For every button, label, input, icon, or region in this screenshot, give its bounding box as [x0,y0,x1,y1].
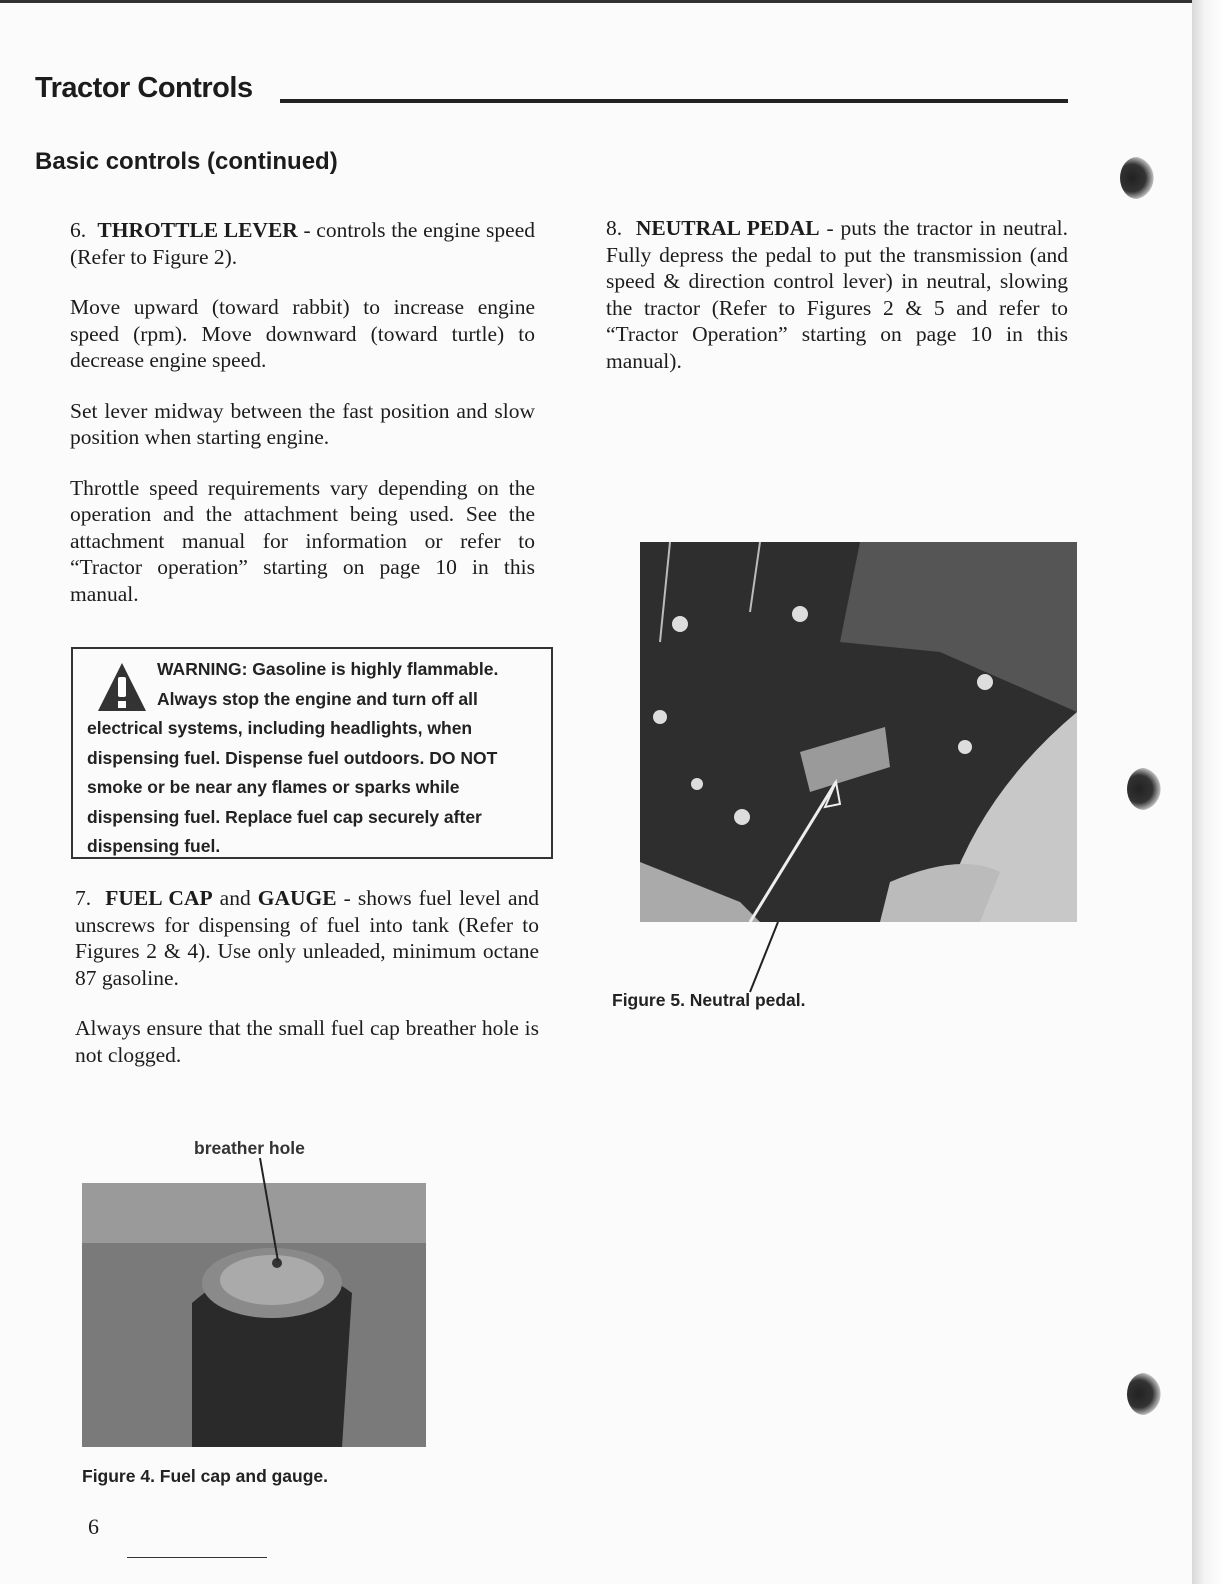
punch-hole [1127,1373,1161,1415]
item-throttle-lever: 6. THROTTLE LEVER - controls the engine speed (Refer to Figure 2). [70,218,536,269]
left-column-lower [75,885,539,1092]
figure-5-photo [640,542,1077,922]
punch-hole [1127,768,1161,810]
footer-rule [127,1557,267,1558]
pointer-line [740,920,780,995]
punch-hole [1120,157,1154,199]
title-rule [280,99,1068,103]
neutral-pedal-image [640,542,1077,922]
page-edge [1192,0,1224,1584]
right-column [606,215,1068,398]
pointer-line [250,1156,290,1266]
paragraph: Set lever midway between the fast position and slow position when starting engine. [70,398,535,449]
warning-icon [97,661,147,713]
item-neutral-pedal: 8. NEUTRAL PEDAL - puts the tractor in neutral. Fully depress the pedal to put the transmission (and speed & direction control lever) in neutral, slowing the tractor (Refer to Figures 2 & 5 and refer to “Tractor Operation” starting on page 10 in this manual). [606,216,1068,373]
section-heading: Basic controls (continued) [35,148,338,175]
left-column [70,217,535,631]
top-rule [0,0,1195,3]
item-fuel-cap: 7. FUEL CAP and GAUGE - shows fuel level and unscrews for dispensing of fuel into tank (Refer to Figures 2 & 4). Use only unleaded, minimum octane 87 gasoline. [75,886,539,990]
warning-text: WARNING: Gasoline is highly flammable. Always stop the engine and turn off all electrical systems, including headlights, when dispensing fuel. Dispense fuel outdoors. DO NOT smoke or be near any flames or sparks while dispensing fuel. Replace fuel cap securely after dispensing fuel. [87,659,499,856]
figure-5-caption: Figure 5. Neutral pedal. [612,990,806,1010]
warning-box [71,647,553,859]
paragraph: Move upward (toward rabbit) to increase engine speed (rpm). Move downward (toward turtle) to decrease engine speed. [70,295,535,372]
figure-4-caption: Figure 4. Fuel cap and gauge. [82,1466,329,1486]
page-title: Tractor Controls [35,72,253,104]
paragraph: Throttle speed requirements vary depending on the operation and the attachment being used. See the attachment manual for information or refer to “Tractor operation” starting on page 10 in this manual. [70,475,535,606]
paragraph: Always ensure that the small fuel cap breather hole is not clogged. [75,1016,539,1067]
page-number: 6 [88,1514,99,1539]
breather-hole-label: breather hole [194,1138,305,1158]
